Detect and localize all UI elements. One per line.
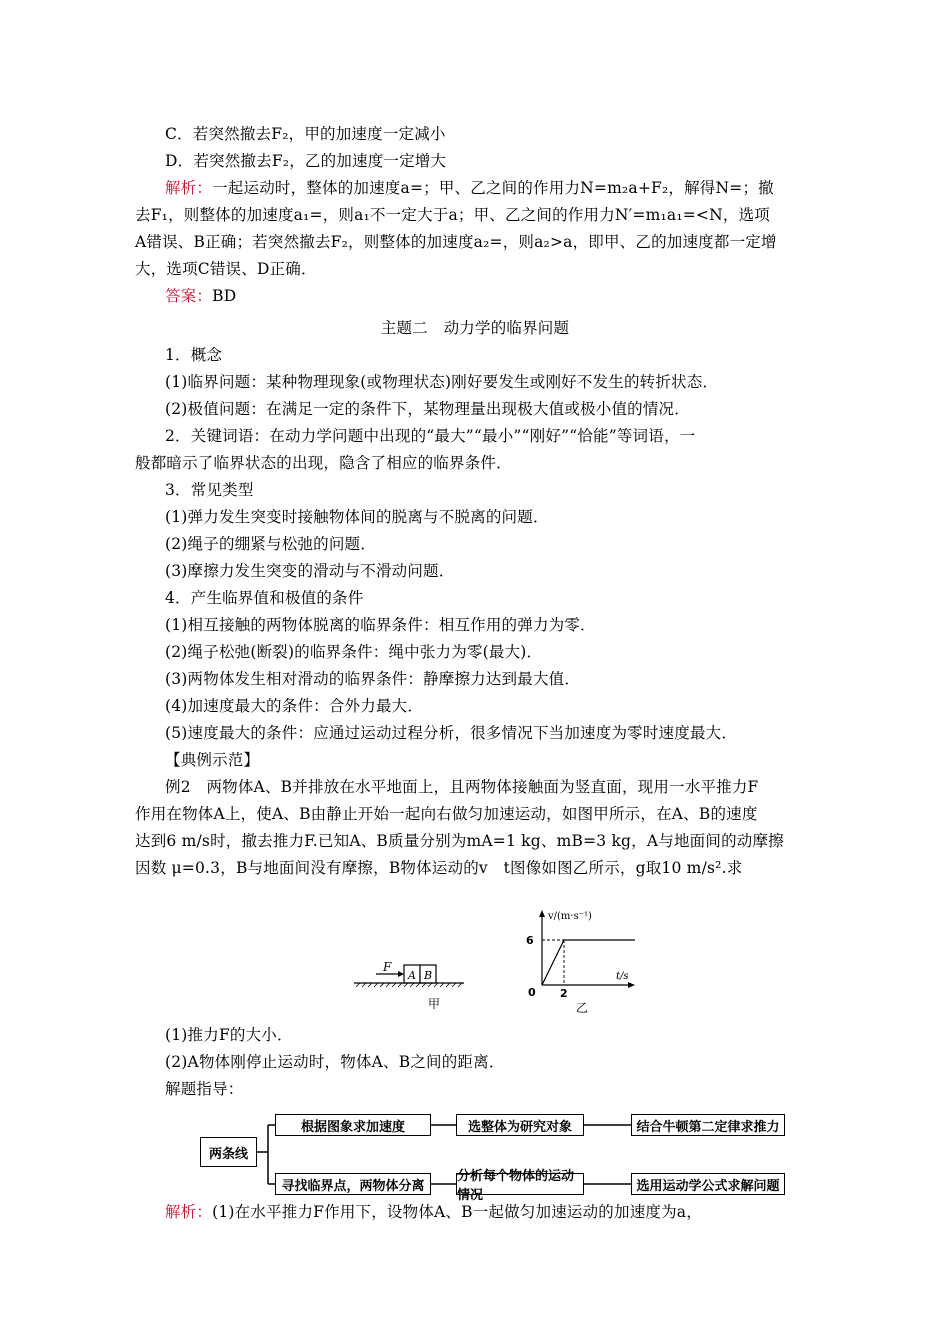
flow-row2-step3: 选用运动学公式求解问题: [631, 1173, 785, 1195]
solution-text: (1)在水平推力F作用下，设物体A、B一起做匀加速运动的加速度为a，: [212, 1203, 702, 1221]
option-c: C．若突然撤去F₂，甲的加速度一定减小: [165, 125, 446, 143]
example-line-3: 达到6 m/s时，撤去推力F.已知A、B质量分别为mA=1 kg、mB=3 kg，A与地面间的动摩擦: [135, 832, 784, 850]
solution-line-1: [165, 1202, 855, 1222]
concept-1: (1)临界问题：某种物理现象(或物理状态)刚好要发生或刚好不发生的转折状态．: [165, 373, 719, 391]
flow-diagram: [200, 1110, 790, 1203]
answer-label: 答案：: [165, 287, 213, 305]
keywords-line-2: 般都暗示了临界状态的出现，隐含了相应的临界条件．: [135, 454, 512, 472]
block-b-label: B: [424, 969, 433, 982]
t-axis-arrowhead: [628, 982, 635, 988]
v-axis-label: v/(m·s⁻¹): [548, 911, 592, 922]
solution-label: 解析：: [165, 1203, 213, 1221]
analysis-line-3: A错误、B正确；若突然撤去F₂，则整体的加速度a₂=，则a₂>a，即甲、乙的加速度都一定增: [135, 233, 777, 251]
analysis-line-1: [165, 178, 855, 198]
origin-label: 0: [528, 986, 536, 999]
answer-line: [165, 286, 855, 306]
analysis-line-4: 大，选项C错误、D正确．: [135, 260, 317, 278]
concept-2: (2)极值问题：在满足一定的条件下，某物理量出现极大值或极小值的情况．: [165, 400, 690, 418]
types-heading: 3．常见类型: [165, 481, 254, 499]
flow-row2-step1: 寻找临界点，两物体分离: [275, 1173, 431, 1195]
section-heading: 主题二 动力学的临界问题: [380, 319, 570, 337]
analysis-line-2: 去F₁，则整体的加速度a₁=，则a₁不一定大于a；甲、乙之间的作用力N′=m₁a₁=<N，选项: [135, 206, 770, 224]
example-line-2: 作用在物体A上，使A、B由静止开始一起向右做匀加速运动，如图甲所示，在A、B的速度: [135, 805, 758, 823]
keywords-line-1: 2．关键词语：在动力学问题中出现的“最大”“最小”“刚好”“恰能”等词语，一: [165, 427, 696, 445]
analysis-label: 解析：: [165, 179, 213, 197]
condition-2: (2)绳子松弛(断裂)的临界条件：绳中张力为零(最大)．: [165, 643, 543, 661]
type-3: (3)摩擦力发生突变的滑动与不滑动问题．: [165, 562, 455, 580]
flow-row2-step2: 分析每个物体的运动情况: [456, 1173, 584, 1195]
flow-row1-step3: 结合牛顿第二定律求推力: [631, 1114, 785, 1136]
option-d: D．若突然撤去F₂，乙的加速度一定增大: [165, 152, 447, 170]
answer-text: BD: [212, 287, 237, 305]
block-a-label: A: [408, 969, 416, 982]
question-2: (2)A物体刚停止运动时，物体A、B之间的距离．: [165, 1053, 505, 1071]
caption-yi: 乙: [576, 1001, 589, 1015]
example-line-4: 因数 μ=0.3，B与地面间没有摩擦，B物体运动的v t图像如图乙所示，g取10 m/s².求: [135, 859, 743, 877]
t-tick-2: 2: [560, 987, 568, 1000]
question-1: (1)推力F的大小．: [165, 1026, 293, 1044]
flow-row1-step2: 选整体为研究对象: [456, 1114, 584, 1136]
concept-heading: 1．概念: [165, 346, 223, 364]
v-axis-arrowhead: [539, 910, 545, 917]
force-arrowhead: [398, 971, 404, 977]
analysis-text: 一起运动时，整体的加速度a=；甲、乙之间的作用力N=m₂a+F₂，解得N=；撤: [212, 179, 774, 197]
caption-jia: 甲: [428, 997, 441, 1011]
condition-3: (3)两物体发生相对滑动的临界条件：静摩擦力达到最大值．: [165, 670, 581, 688]
type-2: (2)绳子的绷紧与松弛的问题．: [165, 535, 376, 553]
example-line-1: 例2 两物体A、B并排放在水平地面上，且两物体接触面为竖直面，现用一水平推力F: [165, 778, 759, 796]
flow-row1-step1: 根据图象求加速度: [275, 1114, 431, 1136]
conditions-heading: 4．产生临界值和极值的条件: [165, 589, 364, 607]
t-axis-label: t/s: [616, 971, 629, 982]
condition-1: (1)相互接触的两物体脱离的临界条件：相互作用的弹力为零．: [165, 616, 596, 634]
figure-yi: [520, 905, 650, 1017]
type-1: (1)弹力发生突变时接触物体间的脱离与不脱离的问题．: [165, 508, 549, 526]
figure-jia: [350, 955, 470, 1021]
force-label: F: [383, 960, 392, 974]
example-heading: 【典例示范】: [165, 751, 260, 769]
v-tick-6: 6: [526, 934, 534, 947]
condition-5: (5)速度最大的条件：应通过运动过程分析，很多情况下当加速度为零时速度最大．: [165, 724, 738, 742]
condition-4: (4)加速度最大的条件：合外力最大．: [165, 697, 424, 715]
flow-root: 两条线: [200, 1137, 257, 1167]
guide-heading: 解题指导：: [165, 1080, 244, 1098]
